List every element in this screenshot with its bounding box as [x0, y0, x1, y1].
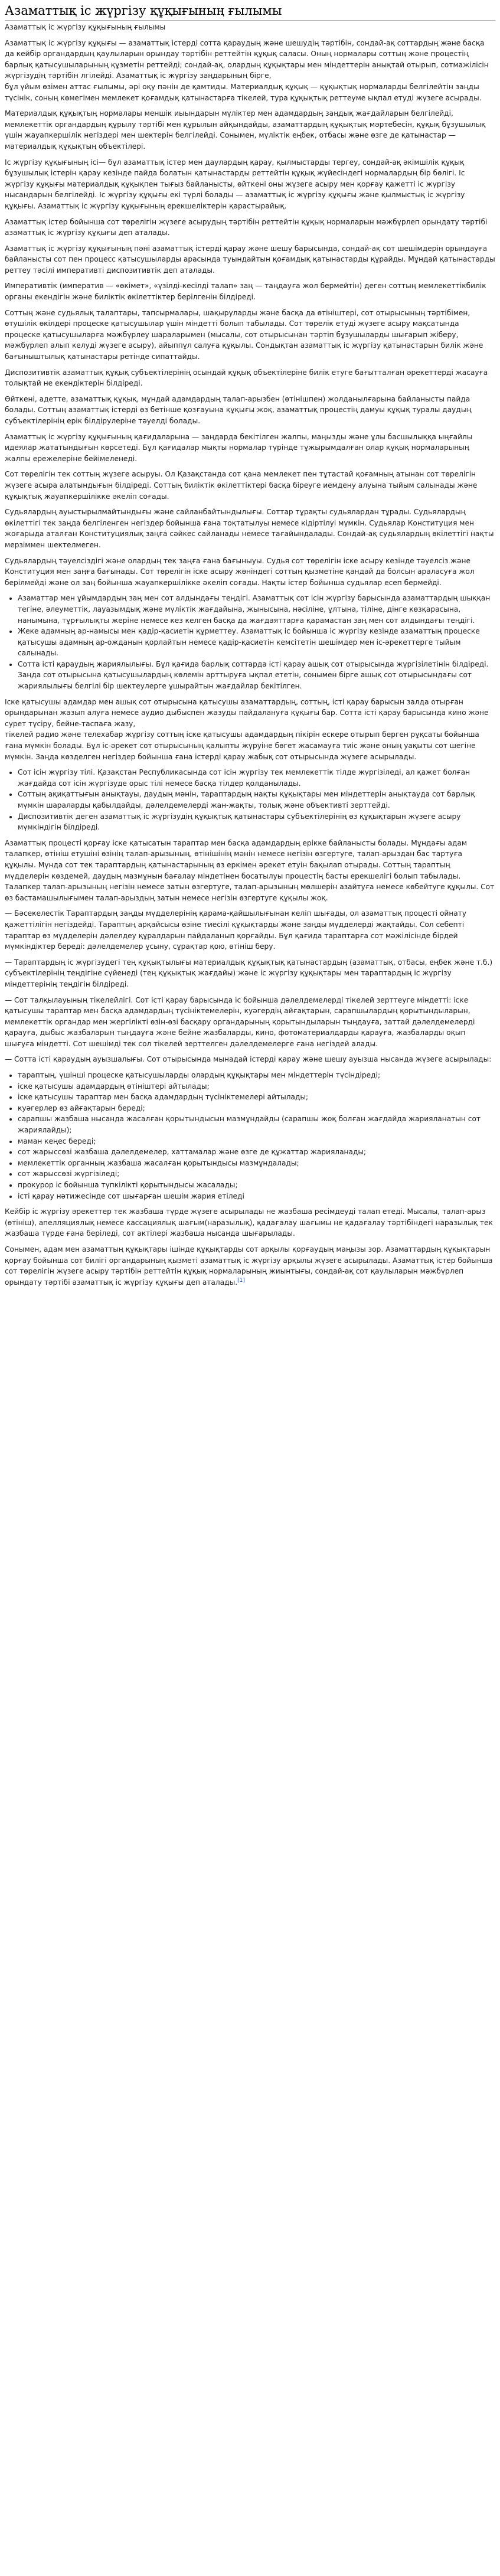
paragraph: [5, 1244, 495, 1288]
paragraph: — Тараптардың іс жүргізудегі тең құқықтылығы материалдық құқықтық қатынастардың (азаматтық, отбасы, еңбек және т.б.) субъектілерінің теңдігіне сүйенеді (тең құқықтық жағдайы) және іс жүргізу құқықтары мен тараптардың іс жүргізу міндеттерінің теңдігін білдіреді.: [5, 958, 493, 988]
page-subtitle: Азаматтық іс жүргізу құқығының ғылымы: [5, 23, 166, 31]
list-item: • іске қатысушы тараптар мен басқа адамдардың түсініктемелері айтылады;: [18, 1092, 495, 1103]
paragraph: — Сот талқылауының тікелейлігі. Сот істі қарау барысында іс бойынша дәлелдемелерді тікелей зерттеуге міндетті: іске қатысушы тараптар мен басқа адамдардың түсініктемелерін, куәгердің айғақтарын, сарапшылардың қорытындыларын, мемлекеттік органдар мен жергілікті өзін-өзі басқару органдарының қорытындыларын тыңдауға, заттай дәлелдемелерді қарауға, дыбыс жазбаларын тыңдауға және бейне жазбаларды, кино, фотоматериалдарды қарауға, жазбаларды оқып шығуға міндетті. Сот шешімді тек сол тікелей зерттелген дәлелдемелерге ғана негіздей алады.: [5, 995, 475, 1048]
paragraph: Кейбір іс жүргізу әрекеттер тек жазбаша түрде жүзеге асырылады не жазбаша ресімдеуді талап етеді. Мысалы, талап-арыз (өтініш), апелляциялық немесе кассациялық шағым(наразылық), қадағалау шағымы не қадағалау тәртібіндегі наразылық тек жазбаша түрде ғана беріледі, сот актілері жазбаша нысанда шығарылады.: [5, 1207, 493, 1238]
paragraph: Іс жүргізу құқығының ісі— бұл азаматтық істер мен даулардың қарау, қылмыстарды тергеу, сондай-ақ әкімшілік құқық бұзушылық істерін қарау кезінде пайда болатын қатынастарды реттейтін құқық жүйесіндегі нормалардың бір бөлігі. Іс жүргізу құқығы материалдық құқықпен тығыз байланысты, өйткені оны жүзеге асыру мен қорғау қажетті іс жүргізу нысандарын белгілейді. Іс жүргізу құқығы екі түрлі болады — азаматтық іс жүргізу құқығы және қылмыстық іс жүргізу құқығы. Азаматтық іс жүргізу құқығының ерекшеліктерін қарастырайық.: [5, 158, 465, 210]
list-item: • мемлекеттік органның жазбаша жасалған қорытындысы мазмұндалады;: [18, 1158, 495, 1169]
list-item: • іске қатысушы адамдардың өтініштері айтылады;: [18, 1081, 495, 1092]
paragraph: [5, 697, 495, 763]
paragraph: Сот төрелігін тек соттың жүзеге асыруы. Ол Қазақстанда сот қана мемлекет пен тұтастай қоғамның атынан сот төрелігін жүзеге асыра алатындығын білдіреді. Соттың биліктік өкілеттіктері басқа біреуге иемдену алуына тыйым салынады және құқықтық жауапкершілікке әкеліп соғады.: [5, 470, 478, 501]
list-item: • Жеке адамның ар-намысы мен қадір-қасиетін құрметтеу. Азаматтық іс бойынша іс жүргізу кезінде азаматтың процеске қатысушы адамның ар-ожданын қорлайтын немесе қадір-қасиетін кемсітетін шешімдер мен іс-әрекеттерге тыйым салынады.: [18, 626, 495, 659]
bullet-list: [5, 593, 495, 691]
list-item: • Сотта істі қараудың жариялылығы. Бұл қағида барлық соттарда істі қарау ашық сот отырысында жүргізілетінін білдіреді. Заңда сот отырысына қатысушылардың көлемін арттыруға ықпал ететін, сонымен бірге ашық сот отырысындағы сот жариялылығы белгілі бір шектеулерге ұшырайтын жағдайлар бекітілген.: [18, 659, 495, 692]
list-item: • сарапшы жазбаша нысанда жасалған қорытындысын мазмұндайды (сарапшы жоқ болған жағдайда жарияланатын сот жариялайды);: [18, 1114, 495, 1135]
paragraph: Судьялардың ауыстырылмайтындығы және сайланбайтындылығы. Соттар тұрақты судьялардан тұрады. Судьялардың өкілеттігі тек заңда белгіленген негіздер бойынша ғана тоқтатылуы немесе кідіртілуі мүмкін. Судьялар Конституция мен жоғарыда аталған Конституциялық заңға сәйкес сайланады немесе тағайындалады. Сондай-ақ судьялардың өкілеттігі нақты мерзіммен шектелмеген.: [5, 508, 494, 549]
bullet-list: [5, 1070, 495, 1202]
paragraph: [5, 38, 495, 104]
list-item: • Азаматтар мен ұйымдардың заң мен сот алдындағы теңдігі. Азаматтық сот ісін жүргізу барысында азаматтардың шыққан тегіне, әлеуметтік, лауазымдық және мүліктік жағдайына, жынысына, нәсіліне, ұлтына, тіліне, дінге көзқарасына, нанымына, тұрғылықты жеріне немесе кез келген басқа да жағдаяттарға қарамастан заң мен сот алдындағы теңдігі.: [18, 593, 495, 626]
bullet-list: [5, 767, 495, 833]
reference-link[interactable]: [1]: [237, 1277, 245, 1284]
paragraph-text: Іске қатысушы адамдар мен ашық сот отырысына қатысушы азаматтардың, соттың, істі қарау барысын залда отырған орындарынан жазып алуға немесе аудио дыбыспен жазуды пайдалануға құқығы бар. Сотта істі қарау барысында кино және сурет түсіру, бейне-таспаға жазу,: [5, 697, 489, 728]
paragraph: Азаматтық процесті қорғау іске қатысатын тараптар мен басқа адамдардың ерікке байланысты болады. Мұндағы адам талапкер, өтініш етушіні өзінің талап-арызының, өтінішінің мәнін немесе негізін өзгертуге, талап-арыздан бас тартуға құқылы. Мүнда сот тек тараптардың қатынастарының өз еркімен әрекет етуін бақылап отырады. Соттың тараптың мүдделерін көздемей, даудың мазмұнын бағалау міндетінен босатылуы процестің басты ерекшелігі болып табылады. Талапкер талап-арызының негізін немесе затын өзгертуге, талап-арызының мөлшерін азайтуға немесе көбейтуге құқылы. Сот өз бастамашылығымен талап-арыздың затын немесе негізін өзгертуге құқылы жоқ.: [5, 838, 495, 902]
list-item: • прокурор іс бойынша түпкілікті қорытындысы жасалады;: [18, 1180, 495, 1191]
paragraph-text: Азаматтық іс жүргізу құқығы — азаматтық істерді сотта қараудың және шешудің тәртібін, сондай-ақ соттардың және басқа да кейбір органдардың қаулыларын орындау тәртібін реттейтін құқық саласы. Оның нормалары соттың және процестің барлық қатысушыларының құзметін реттейді; сондай-ақ, олардың құқықтары мен міндеттерін анықтай отырып, сотмажілісін жүргізудің тәртібін лгілейді. Азаматтық іс жүргізу заңдарының бірге,: [5, 38, 489, 80]
list-item: • істі қарау нәтижесінде сот шығарған шешім жария етіледі: [18, 1191, 495, 1202]
paragraph: — Бәсекелестік Тараптардың заңды мүдделерінің қарама-қайшылығынан келіп шығады, ол азаматтық процесті ойнату қажеттілігін негіздейді. Тараптың арқайсысы өзіне тиесілі құқықтарды және заңды мүдделерді жақтайды. Сол себепті тараптар өз мүдделерін дәлелдеу құралдарын пайдаланып қорғайды. Бұл қағида тараптарға сот мәжілісінде бірдей мүмкіндіктер береді: дәлелдемелер ұсыну, сұрақтар қою, өтініш беру.: [5, 909, 467, 951]
list-item: • сот жарыссөзі жүргізіледі;: [18, 1168, 495, 1180]
list-item: • Соттың ақиқаттығын анықтауы, даудың мәнін, тараптардың нақты құқықтары мен міндеттерін анықтауда сот барлық мүмкін шараларды қабылдайды, дәлелдемелерді жан-жақты, толық және объективті зерттейді.: [18, 789, 495, 811]
paragraph: Материалдық құқықтың нормалары меншік иыындарын мүліктер мен адамдардың заңдық жағдайларын белгілейді, мемлекеттік органдардың құрылу тәртібі мен құрылын айқындайды, азаматтардың құқықтық мәртебесін, құқық бұзушылық үшін жауапкершілік негіздері мен шектерін белгілейді. Сонымен, мүліктік еңбек, отбасы және өзге де қатынастар — материалдық құқықтың объектілері.: [5, 109, 486, 151]
paragraph: Судьялардың тәуелсіздігі және олардың тек заңға ғана бағыныуы. Судья сот төрелігін іске асыру кезінде тәуелсіз және Конституция мен заңға бағынады. Сот төрелігін іске асыру жөніндегі соттың қызметіне қандай да болсын араласуға жол берілмейді және ол заң бойынша жауапкершілікке әкеліп соғады. Нақты істер бойынша судьялар есеп бермейді.: [5, 556, 475, 587]
list-item: • сот жарыссөзі жазбаша дәлелдемелер, хаттамалар және өзге де құжаттар жарияланады;: [18, 1147, 495, 1158]
paragraph: Диспозитивтік азаматтық құқық субъектілерінің осындай құқық объектілеріне билік етуге бағытталған әрекеттерді жасауға толықтай не екендіктерін білдіреді.: [5, 368, 488, 388]
paragraph: Императивтік (императив — «өкімет», «үзілді-кесілді талап» заң — таңдауға жол бермейтін) деген соттың мемлекеттікбилік органы екендігін және биліктік өкілеттіктер берілгенін білдіреді.: [5, 282, 486, 302]
paragraph: Өйткені, адетте, азаматтық құқық, мұндай адамдардың талап-арызбен (өтінішпен) жолданылғарына байланысты пайда болады. Соттың азаматтық істерді өз бетінше қозғауына құқығы жоқ, азаматтық процестің дамуы құқық туралы даудың субъектілерінің ерік білдірулеріне тәуелді болады.: [5, 394, 472, 425]
list-item: • Диспозитивтік деген азаматтық іс жүргізудің құқықтық қатынастары субъектілерінің өз құқықтарын жүзеге асыру мүмкіндігін білдіреді.: [18, 811, 495, 833]
paragraph: Соттың және судьялық талаптары, тапсырмалары, шақыруларды және басқа да өтініштері, сот отырысының тәртібімен, өтушілік өкілдері процеске қатысушылар үшін міндетті болып табылады. Сот төрелік етуді жүзеге асыру мақсатында процеске қатысушыларға мәжбүрлеу шараларымен (мысалы, сот отырысынан тәртіп бұзушыларды шығарып жіберу, мәжбүрлеп алып келуді жүзеге асыру), айыппұл салуға құқылы. Сондықтан азаматтық іс жүргізу қатынастарын билік және бағыныштылық қатынастары ретінде сипаттайды.: [5, 308, 483, 361]
paragraph: Азаматтық істер бойынша сот төрелігін жүзеге асырудың тәртібін реттейтін құқық нормаларын мәжбүрлеп орындату тәртібі азаматтық іс жүргізу құқығы деп аталады.: [5, 217, 488, 237]
paragraph-text: бұл үйым өзімен аттас ғылымы, әрі оқу пәнін де қамтиды. Материалдық құқық — құқықтық нормаларды белгілейтін заңды түсінік, соның көмегімен мемлекет қоғамдық қатынастарға тікелей, тура құқықтық реттеуме ықпал етуді жүзеге асырады.: [5, 82, 482, 102]
paragraph: Азаматтық іс жүргізу құқығының қағидаларына — заңдарда бекітілген жалпы, маңызды және ұлы басшылыққа ыңғайлы идеялар жататындығын көрсетеді. Бұл қағидалар мықты нормалар түрінде тұжырымдалған олар құқық нормаларының жалпы ережелеріне бейімеленеді.: [5, 432, 473, 463]
list-item: • маман кеңес береді;: [18, 1136, 495, 1147]
list-item: • куәгерлер өз айғақтарын береді;: [18, 1103, 495, 1114]
list-item: • Сот ісін жүргізу тілі. Қазақстан Республикасында сот ісін жүргізу тек мемлекеттік тілде жүргізіледі, ал қажет болған жағдайда сот ісін жүргізуде орыс тілі немесе басқа тілдер қолданылады.: [18, 767, 495, 789]
paragraph: Азаматтық іс жүргізу құқығының пәні азаматтық істерді қарау және шешу барысында, сондай-ақ сот шешімдерін орындауға байланысты сот пен процесс қатысушыларды арасында туындайтын қоғамдық қатынастарды құрайды. Мұндай қатынастарды реттеу тәсілі императивті диспозитивтік деп аталады.: [5, 244, 495, 275]
paragraph: — Сотта істі қараудың ауызшалығы. Сот отырысында мынадай істерді қарау және шешу ауызша нысанда жүзеге асырылады:: [5, 1055, 492, 1064]
paragraph-text: тікелей радио және телехабар жүргізу соттың іске қатысушы адамдардың пікірін ескере отырып берген рұқсаты бойынша ғана мүмкін болады. Бұл іс-әрекет сот отырысының қалыпты жүруіне бөгет жасамауға тиіс және оның уақыты сот шегіне мүмкін. Заңда көзделген негіздер бойынша ғана істерді қарау жабық сот отырысында жүзеге асырылады.: [5, 730, 479, 761]
list-item: • тараптың, үшінші процеске қатысушыларды олардың құқықтары мен міндеттерін түсіндіреді;: [18, 1070, 495, 1081]
page-title: Азаматтық іс жүргізу құқығының ғылымы: [5, 2, 495, 21]
paragraph-text: Сонымен, адам мен азаматтың құқықтары ішінде құқықтарды сот арқылы қорғаудың маңызы зор. Азаматтардың құқықтарын қорғау бойынша сот билігі органдарының қызметі азаматтық іс жүргізу арқылы жүзеге асырылады. Азаматтық істер бойынша сот төрелігін жүзеге асыру тәртібін реттейтін құқық нормаларының жиынтығы, сондай-ақ сот қаулыларын мәжбүрлеп орындату тәртібі азаматтық іс жүргізу құқығы деп аталады.: [5, 1245, 493, 1287]
